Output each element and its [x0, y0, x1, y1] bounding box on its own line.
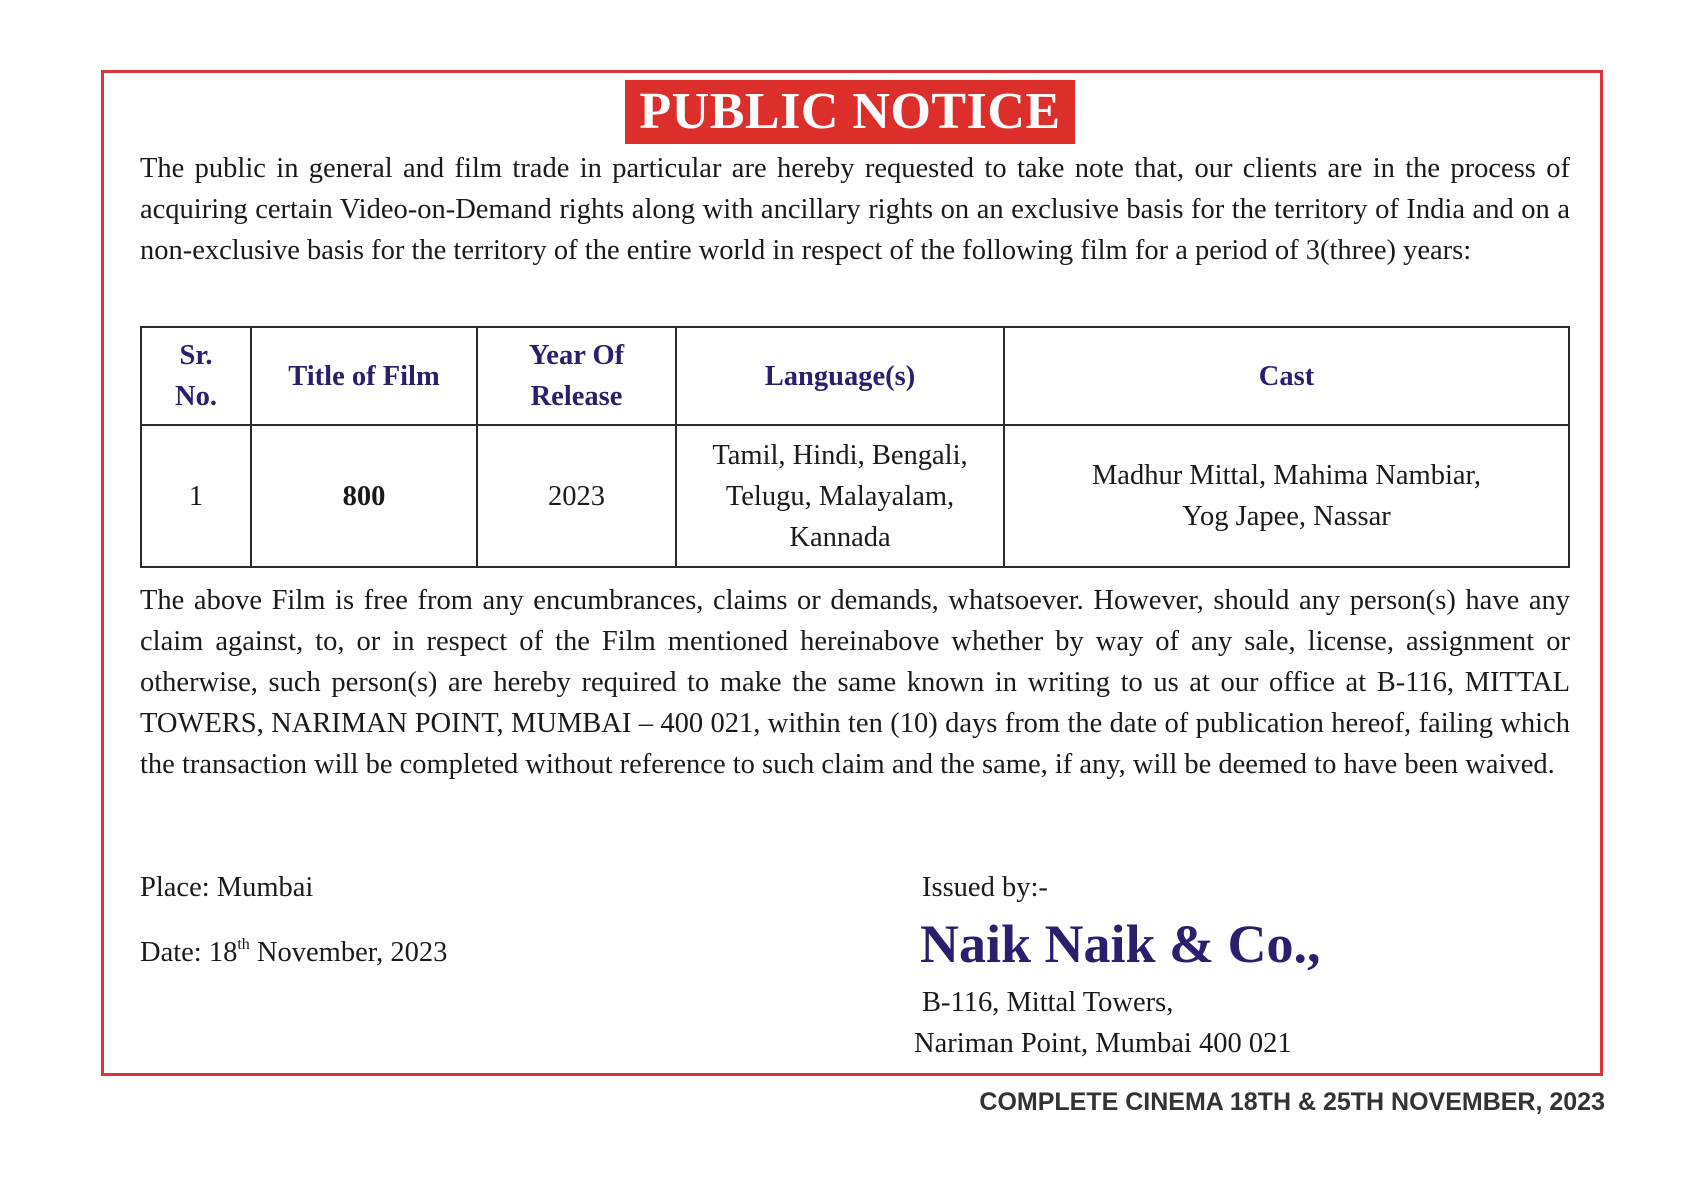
header-year-line2: Release [530, 381, 623, 412]
header-sr-line2: No. [175, 381, 217, 412]
publication-footer: COMPLETE CINEMA 18TH & 25TH NOVEMBER, 2023 [979, 1088, 1605, 1116]
cell-languages [676, 425, 1004, 567]
language-line: Tamil, Hindi, Bengali, [712, 439, 968, 471]
address-line-1: B-116, Mittal Towers, [922, 987, 1174, 1018]
header-title: Title of Film [251, 327, 477, 425]
date-superscript: th [237, 936, 250, 953]
body-paragraph: The above Film is free from any encumbrances, claims or demands, whatsoever. However, should any person(s) have any claim against, to, or in respect of the Film mentioned hereinabove whether by way of any sale, license, assignment or otherwise, such person(s) are hereby required to make the same known in writing to us at our office at B-116, MITTAL TOWERS, NARIMAN POINT, MUMBAI – 400 021, within ten (10) days from the date of publication hereof, failing which the transaction will be completed without reference to such claim and the same, if any, will be deemed to have been waived. [140, 585, 1570, 780]
cell-cast [1004, 425, 1569, 567]
table-row [141, 425, 1569, 567]
date-suffix: November, 2023 [249, 937, 448, 968]
header-year [477, 327, 676, 425]
intro-paragraph: The public in general and film trade in particular are hereby requested to take note that, our clients are in the process of acquiring certain Video-on-Demand rights along with ancillary rights on an exclusive basis for the territory of India and on a non-exclusive basis for the territory of the entire world in respect of the following film for a period of 3(three) years: [140, 153, 1570, 266]
notice-title: PUBLIC NOTICE [625, 80, 1074, 144]
cell-year: 2023 [477, 425, 676, 567]
cell-sr: 1 [141, 425, 251, 567]
cell-title: 800 [251, 425, 477, 567]
issued-by-label: Issued by:- [922, 872, 1048, 903]
film-table [140, 326, 1570, 568]
language-line: Telugu, Malayalam, [725, 480, 955, 512]
language-line: Kannada [789, 521, 891, 553]
header-sr-line1: Sr. [179, 340, 213, 371]
place-label: Place: Mumbai [140, 872, 314, 903]
cast-line: Yog Japee, Nassar [1182, 501, 1391, 532]
header-language: Language(s) [676, 327, 1004, 425]
header-cast: Cast [1004, 327, 1569, 425]
address-line-2: Nariman Point, Mumbai 400 021 [914, 1028, 1292, 1059]
header-year-line1: Year Of [528, 340, 625, 371]
date-prefix: Date: 18 [140, 937, 238, 968]
table-header-row [141, 327, 1569, 425]
date-label [140, 935, 447, 971]
cast-line: Madhur Mittal, Mahima Nambiar, [1091, 460, 1482, 491]
firm-name: Naik Naik & Co., [920, 914, 1321, 974]
title-wrapper [0, 80, 1700, 144]
header-sr-no [141, 327, 251, 425]
